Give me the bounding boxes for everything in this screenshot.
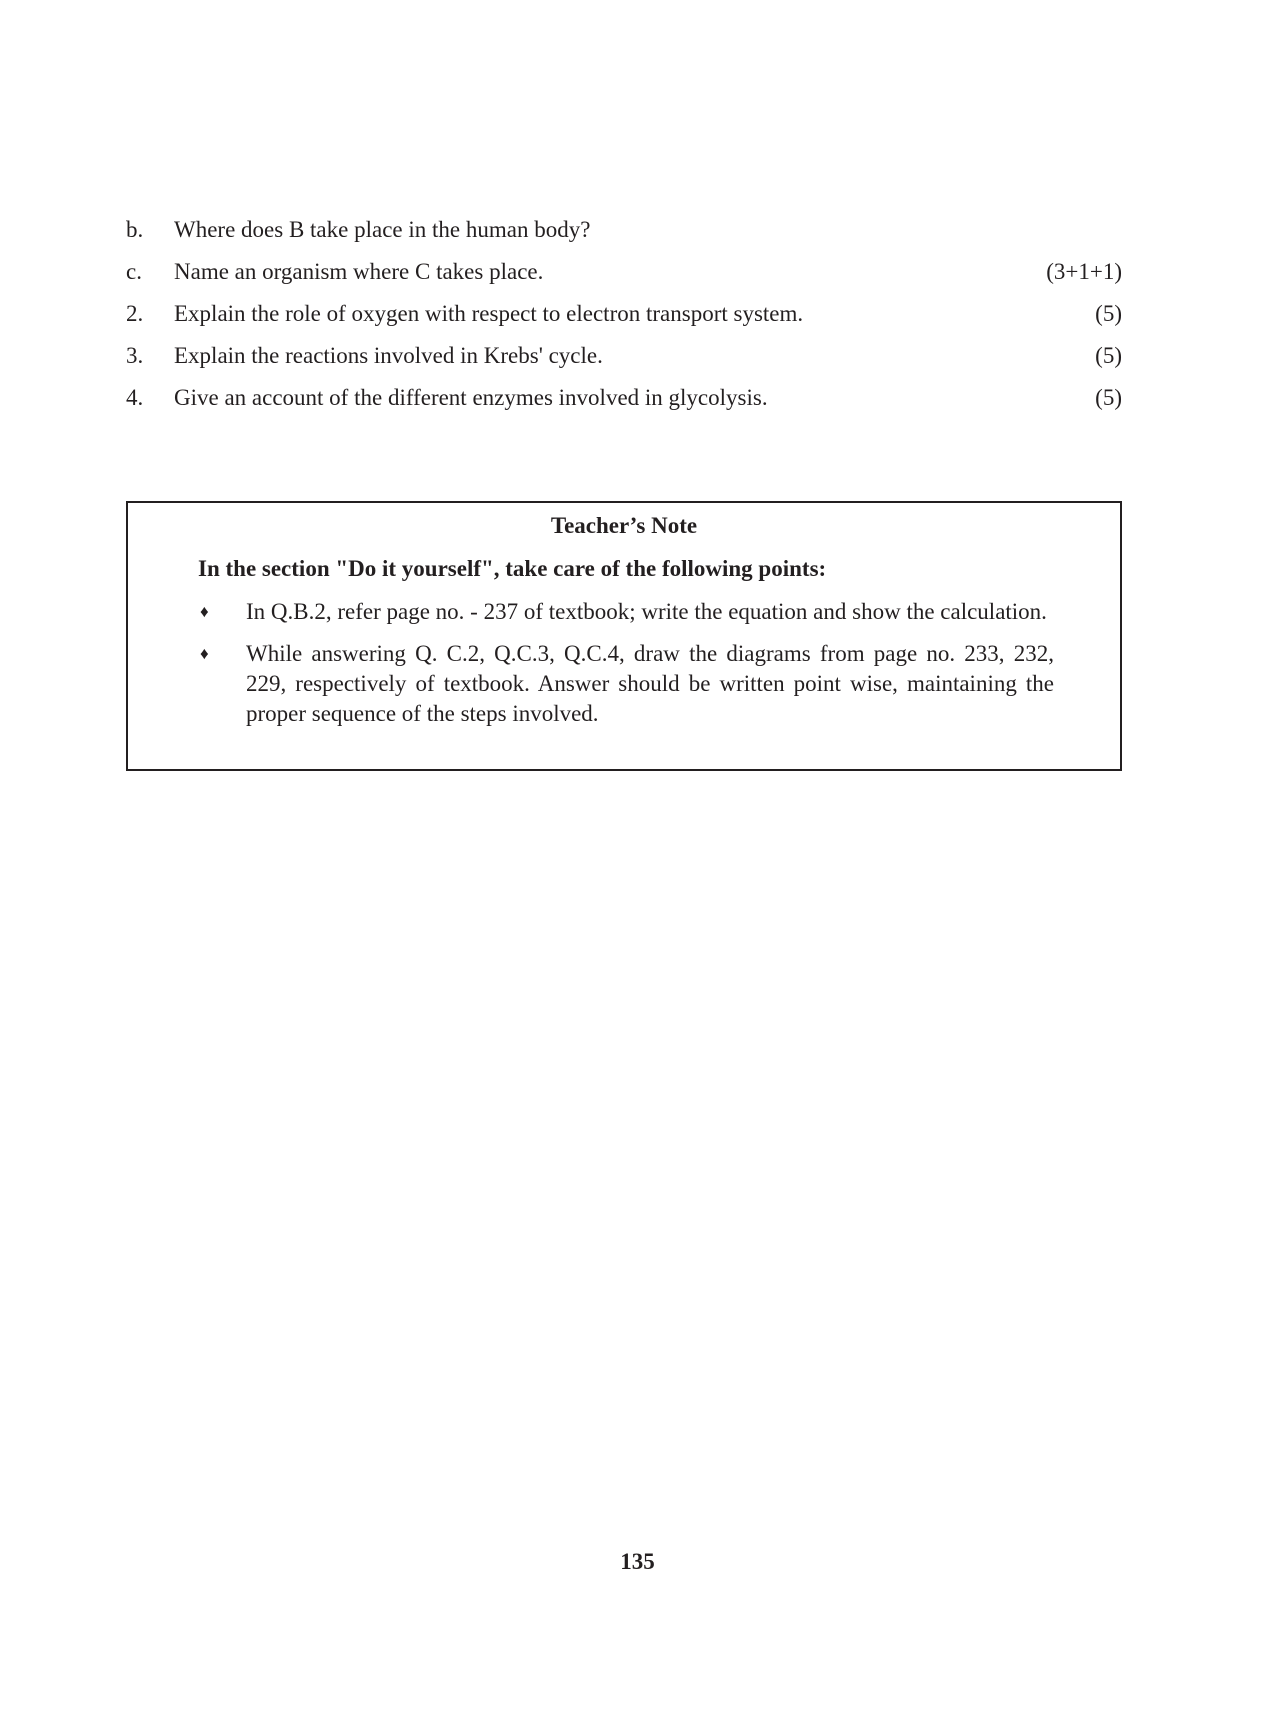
question-text: Name an organism where C takes place. (174, 259, 544, 284)
question-marks: (5) (1095, 385, 1122, 410)
question-item (126, 342, 1122, 384)
question-item (126, 384, 1122, 426)
question-number: 2. (126, 301, 144, 326)
question-item (126, 258, 1122, 300)
page-number: 135 (620, 1549, 655, 1574)
question-number: 4. (126, 385, 144, 410)
question-marks: (3+1+1) (1046, 259, 1122, 284)
question-item (126, 300, 1122, 342)
diamond-bullet-icon: ♦ (200, 602, 209, 621)
question-text: Where does B take place in the human body? (174, 217, 591, 242)
question-marks: (5) (1095, 343, 1122, 368)
question-text: Give an account of the different enzymes involved in glycolysis. (174, 385, 768, 410)
question-text: Explain the role of oxygen with respect to electron transport system. (174, 301, 804, 326)
note-point-text: In Q.B.2, refer page no. - 237 of textbook; write the equation and show the calculation. (246, 599, 1047, 624)
teachers-note-box (126, 501, 1122, 771)
question-number: b. (126, 217, 144, 242)
question-item (126, 216, 1122, 258)
diamond-bullet-icon: ♦ (200, 644, 209, 663)
question-number: 3. (126, 343, 144, 368)
question-text: Explain the reactions involved in Krebs' cycle. (174, 343, 603, 368)
teachers-note-intro: In the section "Do it yourself", take care of the following points: (198, 556, 827, 581)
teachers-note-points (198, 597, 1054, 741)
note-point (198, 597, 1054, 627)
question-marks: (5) (1095, 301, 1122, 326)
teachers-note-title: Teacher’s Note (550, 513, 698, 538)
question-list (126, 216, 1122, 426)
question-number: c. (126, 259, 142, 284)
note-point-text: While answering Q. C.2, Q.C.3, Q.C.4, draw the diagrams from page no. 233, 232, 229, respectively of textbook. Answer should be written point wise, maintaining the proper sequence of the steps involved. (246, 641, 1054, 726)
note-point (198, 639, 1054, 729)
